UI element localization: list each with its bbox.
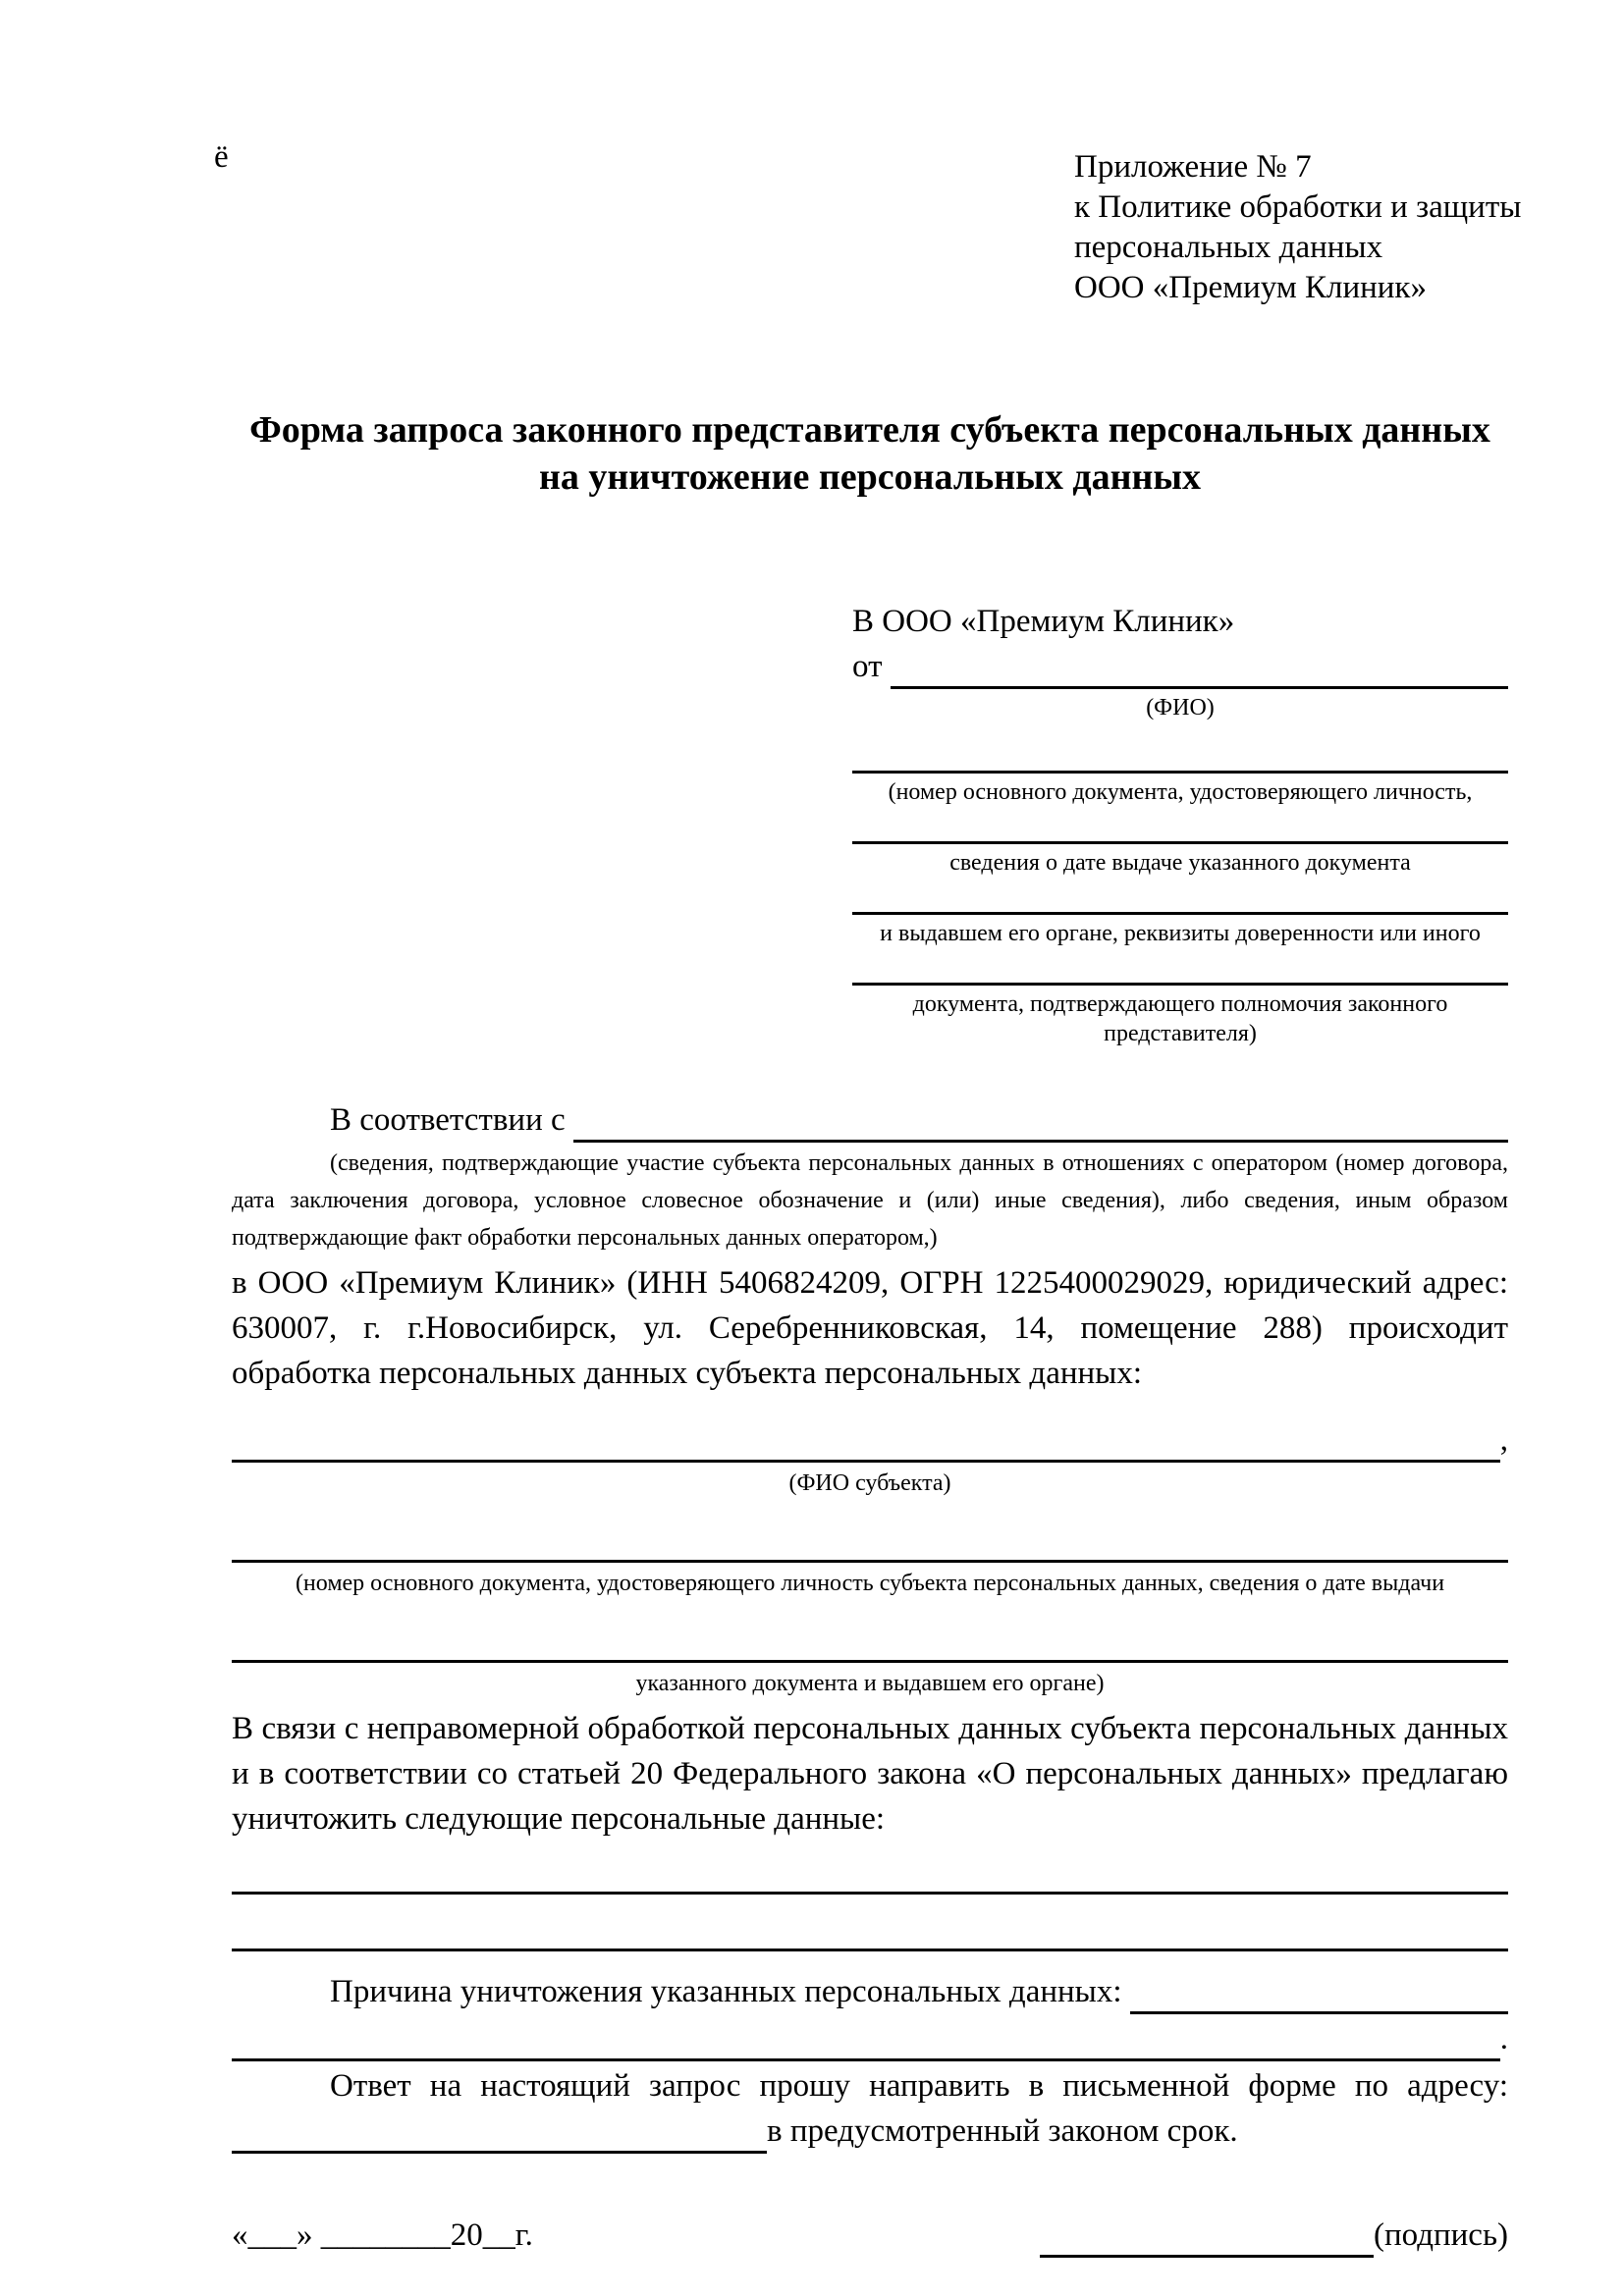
addressee-to: В ООО «Премиум Клиник»: [852, 604, 1235, 639]
representative-doc-field-2[interactable]: [852, 807, 1508, 844]
subject-fio-field[interactable]: [232, 1423, 1500, 1463]
signature-row: [232, 2213, 1508, 2258]
appendix-note-line-4: ООО «Премиум Клиник»: [1074, 270, 1427, 305]
reason-field-2[interactable]: [232, 2022, 1500, 2061]
data-to-destroy-field-1[interactable]: [232, 1855, 1508, 1895]
representative-doc-field-1[interactable]: [852, 736, 1508, 774]
data-to-destroy-field-2[interactable]: [232, 1895, 1508, 1951]
subject-doc-field-2[interactable]: [232, 1624, 1508, 1663]
representative-doc-field-3[interactable]: [852, 878, 1508, 915]
stray-char: ё: [214, 139, 229, 175]
appendix-note-line-3: персональных данных: [1074, 230, 1383, 265]
document-title: [232, 406, 1508, 501]
reason-field[interactable]: [1130, 1975, 1508, 2014]
from-row: [852, 644, 1508, 689]
representative-doc-caption-4: документа, подтверждающего полномочия законного представителя): [912, 991, 1448, 1046]
request-paragraph: В связи с неправомерной обработкой персональных данных субъекта персональных данных и в соответствии со статьей 20 Федерального закона «О персональных данных» предлагаю уничтожить следующие персональные данные:: [232, 1711, 1508, 1837]
subject-doc-caption-2: указанного документа и выдавшем его органе): [635, 1671, 1105, 1696]
reply-address-field[interactable]: [232, 2114, 767, 2154]
subject-doc-caption-1: (номер основного документа, удостоверяющего личность субъекта персональных данных, сведения о дате выдачи: [295, 1571, 1445, 1596]
reason-continuation-row: [232, 2014, 1508, 2061]
appendix-note-line-2: к Политике обработки и защиты: [1074, 189, 1522, 225]
appendix-note-line-1: Приложение № 7: [1074, 149, 1312, 185]
representative-doc-caption-3: и выдавшем его органе, реквизиты доверенности или иного: [880, 921, 1481, 946]
reply-paragraph: Ответ на настоящий запрос прошу направить в письменной форме по адресу:: [330, 2068, 1508, 2104]
accordance-row: [232, 1097, 1508, 1143]
representative-doc-caption-2: сведения о дате выдаче указанного документа: [949, 850, 1411, 876]
date-line: «___» ________20__г.: [232, 2217, 533, 2253]
accordance-note: (сведения, подтверждающие участие субъекта персональных данных в отношениях с оператором (номер договора, дата заключения договора, условное словесное обозначение и (или) иные сведения), либо сведения, иным образом подтверждающие факт обработки персональных данных оператором,): [232, 1150, 1508, 1251]
reason-label: Причина уничтожения указанных персональных данных:: [330, 1974, 1130, 2009]
title-line-2: на уничтожение персональных данных: [538, 456, 1202, 498]
reason-row: [232, 1967, 1508, 2014]
subject-doc-field-1[interactable]: [232, 1523, 1508, 1563]
representative-doc-field-4[interactable]: [852, 948, 1508, 986]
representative-fio-field[interactable]: [891, 650, 1508, 689]
from-label: от: [852, 649, 891, 684]
signature-caption: (подпись): [1374, 2217, 1508, 2253]
reply-tail: в предусмотренный законом срок.: [767, 2113, 1238, 2149]
fio-caption: (ФИО): [1146, 695, 1215, 721]
addressee-block: [852, 599, 1508, 1048]
representative-doc-caption-1: (номер основного документа, удостоверяющего личность,: [888, 779, 1473, 805]
reply-address-row: [232, 2109, 1508, 2154]
signature-area: [1040, 2213, 1508, 2258]
trailing-period: .: [1499, 2021, 1508, 2056]
operator-paragraph: в ООО «Премиум Клиник» (ИНН 5406824209, ОГРН 1225400029029, юридический адрес: 630007, г. г.Новосибирск, ул. Серебренниковская, 14, помещение 288) происходит обработка персональных данных субъекта персональных данных:: [232, 1265, 1508, 1391]
trailing-comma: ,: [1499, 1422, 1508, 1458]
subject-fio-row: [232, 1417, 1508, 1463]
accordance-lead: В соответствии с: [330, 1102, 573, 1138]
accordance-basis-field[interactable]: [573, 1103, 1508, 1143]
signature-field[interactable]: [1040, 2218, 1374, 2258]
title-line-1: Форма запроса законного представителя субъекта персональных данных: [249, 409, 1490, 451]
subject-fio-caption: (ФИО субъекта): [788, 1470, 951, 1496]
appendix-note: [1074, 147, 1522, 308]
